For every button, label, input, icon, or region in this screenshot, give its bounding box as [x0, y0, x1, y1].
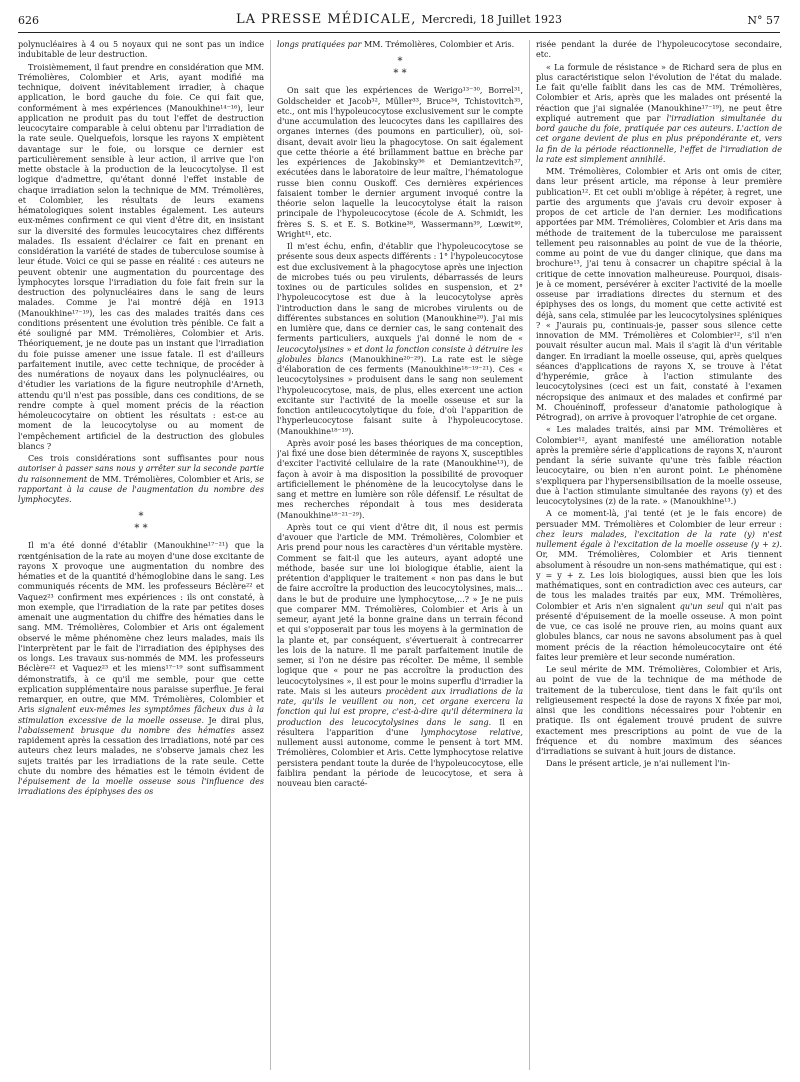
paragraph: Le seul mérite de MM. Trémolières, Colombier et Aris, au point de vue de la technique de ma méthode de traitement de la tuberculose, tient dans le fait qu'ils ont religieusement respecté la dose de rayons X fixée par moi, ainsi que les conditions nécessaires pour l'obtenir en pratique. Ils ont également trouvé prudent de suivre exactement mes prescriptions au point de vue de la fréquence et du nombre maximum des séances d'irradiations se suivant à huit jours de distance.: [536, 665, 782, 756]
journal-title-line: [18, 12, 780, 27]
paragraph: « Les malades traités, ainsi par MM. Trémolières et Colombier¹², ayant manifesté une amélioration notable après la première série d'applications de rayons X, n'auront pendant la série suivante qu'une très faible réaction leucocytaire, ou bien n'en auront point. Le phénomène s'expliquera par l'hypersensibilisation de la moelle osseuse, due à l'action stimulante simultanée des rayons (y) et des leucocytolysines (z) de la rate. » (Manoukhine¹³.): [536, 425, 782, 506]
italic-run: se rapportant à la cause de l'augmentation du nombre des lymphocytes.: [18, 474, 264, 504]
paragraph: [536, 509, 782, 663]
paragraph: risée pendant la durée de l'hypoleucocytose secondaire, etc.: [536, 40, 782, 60]
column-1: [18, 40, 264, 1070]
paragraph: Après avoir posé les bases théoriques de ma conception, j'ai fixé une dose bien déterminée de rayons X, susceptibles d'exciter l'activité cellulaire de la rate (Manoukhine¹³), de façon à avoir à ma disposition la possibilité de provoquer artificiellement le phénomène de la leucocytolyse dans le sang et mettre en lumière son rôle défensif. Le résultat de mes recherches répondait à tous mes desiderata (Manoukhine¹⁸⁻²¹⁻²⁹).: [277, 438, 523, 520]
paragraph: [277, 40, 523, 50]
italic-run: l'irradiation simultanée du bord gauche du foie, pratiquée par ces auteurs. L'action de cet organe devient de plus en plus prépondérante et, vers la fin de la période réactionnelle, l'effet de l'irradiation de la rate est simplement annihilé.: [536, 113, 782, 164]
italic-run: autoriser à passer sans nous y arrêter sur la seconde partie du raisonnement: [18, 464, 264, 484]
separator-stars-row: * *: [134, 523, 148, 535]
issue-date: Mercredi, 18 Juillet 1923: [421, 13, 562, 26]
text-run: assez rapidement après la cessation des irradiations, noté par ces auteurs chez leurs malades, ne s'observe jamais chez les sujets traités par les irradiations de la rate seule. Cette chute du nombre des hématies est le témoin évident de: [18, 725, 264, 776]
italic-run: signalent eux-mêmes les symptômes fâcheux dus à la stimulation excessive de la moelle osseuse.: [18, 705, 264, 725]
text-run: A ce moment-là, j'ai tenté (et je le fais encore) de persuader MM. Trémolières et Colombier de leur erreur :: [536, 509, 782, 529]
text-run: nullement aussi autonome, comme le pensent à tort MM. Trémolières, Colombier et Aris. Cette lymphocytose relative persistera pendant toute la durée de l'hypoleucocytose, elle faiblira pendant la période de leucocytose, et sera à nouveau bien caracté-: [277, 738, 523, 788]
italic-run: longs pratiquées par: [277, 40, 362, 49]
paragraph: Dans le présent article, je n'ai nullement l'in-: [546, 759, 731, 769]
italic-run: l'épuisement de la moelle osseuse sous l'influence des irradiations des épiphyses des os: [18, 777, 264, 797]
section-separator: [277, 56, 523, 80]
paragraph: polynucléaires à 4 ou 5 noyaux qui ne sont pas un indice indubitable de leur destruction.: [18, 40, 264, 60]
journal-name: LA PRESSE MÉDICALE,: [236, 12, 417, 27]
italic-run: l'abaissement brusque du nombre des hématies: [18, 725, 235, 735]
article-body: [18, 40, 782, 1070]
paragraph: [18, 454, 264, 505]
text-run: qui n'ait pas présenté d'épuisement de la moelle osseuse. A mon point de vue, ce cas isolé ne prouve rien, au moins quant aux globules blancs, car nous ne savons absolument pas à quel moment précis de la réaction hémoleucocytaire ont été faites leur première et leur seconde numération.: [536, 601, 782, 662]
italic-run: chez leurs malades, l'excitation de la rate (y) n'est nullement égale à l'excitation de la moelle osseuse (y + z).: [536, 529, 782, 549]
text-run: Il m'est échu, enfin, d'établir que l'hypoleucocytose se présente sous deux aspects différents : 1° l'hypoleucocytose est due exclusivement à la phagocytose après une injection de microbes tués ou peu virulents, débarrassés de leurs toxines ou de particules solides en suspension, et 2° l'hypoleucocytose est due à la leucocytolyse après l'introduction dans le sang de microbes virulents ou de différentes substances en solution (Manoukhine²⁰). J'ai mis en lumière que, dans ce dernier cas, le sang contenait des ferments particuliers, auxquels j'ai donné le nom de «: [277, 242, 523, 344]
paragraph: On sait que les expériences de Werigo¹³⁻³⁰, Borrel³¹, Goldscheider et Jacob³², Müller³³, Bruce³⁴, Tchistovitch³⁵, etc., ont mis l'hypoleucocytose exclusivement sur le compte d'une accumulation des leucocytes dans les capillaires des organes internes (des poumons en particulier), où, soi-disant, devait avoir lieu la phagocytose. On sait également que cette théorie a été brillamment battue en brèche par les expériences de Jakobinsky³⁶ et Demiantzevitch³⁷, exécutées dans le laboratoire de leur maître, l'hématologue russe bien connu Ouskoff. Ces dernières expériences faisaient tomber le dernier argument invoqué contre la théorie selon laquelle la leucocytolyse était la raison principale de l'hypoleucocytose (école de A. Schmidt, les frères S. S. et E. S. Botkine³⁸, Wassermann³⁹, Lœwit⁴⁰, Wright⁴¹, etc.: [277, 86, 523, 239]
italic-run: qu'un seul: [679, 601, 724, 611]
text-run: Il m'a été donné d'établir (Manoukhine¹⁷⁻²¹) que la rœntgénisation de la rate au moyen d'une dose excitante de rayons X provoque une augmentation du nombre des hématies et de la quantité d'hémoglobine dans le sang. Les communiqués récents de MM. les professeurs Béclère²² et Vaquez²³ confirment mes expériences : ils ont constaté, à mon exemple, que l'irradiation de la rate par petites doses amenait une augmentation du chiffre des hématies dans le sang. MM. Trémolières, Colombier et Aris ont également observé le même phénomène chez leurs malades, mais ils l'interprètent par le fait de l'irradiation des épiphyses des os longs. Les travaux sus-nommés de MM. les professeurs Béclère²² et Vaquez²³ et les miens¹⁷⁻¹⁹ sont suffisamment démonstratifs, à ce qu'il me semble, pour que cette explication supplémentaire nous paraisse superflue. Je ferai remarquer, en outre, que MM. Trémolières, Colombier et Aris: [18, 541, 264, 715]
text-run: Ces trois considérations sont suffisantes pour nous: [28, 454, 264, 463]
text-run: « La formule de résistance » de Richard sera de plus en plus caractéristique selon l'évolution de l'état du malade. Le fait qu'elle faiblit dans les cas de MM. Trémolières, Colombier et Aris, après que les malades ont présenté la réaction que j'ai signalée (Manoukhine¹⁷⁻¹⁹), ne peut être expliqué autrement que par: [536, 62, 782, 123]
text-run: Je dirai plus,: [204, 715, 264, 725]
page-header: [18, 12, 780, 33]
text-run: Après tout ce qui vient d'être dit, il nous est permis d'avouer que l'article de MM. Trémolières, Colombier et Aris prend pour nous les caractères d'un véritable mystère. Comment se fait-il que les auteurs, ayant adopté une méthode, basée sur une loi biologique établie, aient la prétention d'appliquer le traitement « non pas dans le but de faire accroître la production des leucocytolysines, mais... dans le but de produire une lymphocytose,...? » Je ne puis que comparer MM. Trémolières, Colombier et Aris à un semeur, ayant jeté la bonne graine dans un terrain fécond et qui s'opposerait par tous les moyens à la germination de la plante et, par conséquent, s'évertuerait à contrecarrer les lois de la nature. Il me paraît parfaitement inutile de semer, si l'on ne désire pas récolter. De même, il semble logique que « pour ne pas accroître la production des leucocytolysines », il est pour le moins superflu d'irradier la rate. Mais si les auteurs: [277, 522, 523, 696]
text-run: Or, MM. Trémolières, Colombier et Aris tiennent absolument à résoudre un non-sens mathématique, qui est : y = y + z. Les lois biologiques, aussi bien que les lois mathématiques, sont en contradiction avec ces auteurs, car de tous les malades traités par eux, MM. Trémolières, Colombier et Aris n'en signalent: [536, 550, 782, 611]
text-run: MM. Trémolières, Colombier et Aris.: [361, 40, 515, 49]
text-run: de MM. Trémolières, Colombier et Aris,: [87, 474, 256, 484]
italic-run: leucocytolysines: [277, 344, 344, 354]
paragraph: Troisièmement, il faut prendre en considération que MM. Trémolières, Colombier et Aris, ayant modifié ma technique, doivent inévitablement irradier, à chaque application, le bord gauche du foie. Ce qui fait que, conformément à mes expériences (Manoukhine¹⁴⁻¹⁶), leur application ne produit pas du tout l'effet de destruction leucocytaire comparable à celui obtenu par l'irradiation de la rate seule. Quelquefois, lorsque les rayons X empiètent davantage sur le foie, ou lorsque ce dernier est particulièrement sensible à leur action, il arrive que l'on mette obstacle à la production de la leucocytolyse. Il est logique d'admettre, qu'étant donné l'effet instable de chaque irradiation selon la technique de MM. Trémolières, et Colombier, les résultats de leurs examens hématologiques soient instables également. Les auteurs eux-mêmes confirment ce qui vient d'être dit, en insistant sur la diversité des formules leucocytaires chez différents malades. Ils essaient d'éclairer ce fait en prenant en considération la variété de stades de tuberculose soumise à leur étude. Voici ce qui se passe en réalité : ces auteurs ne peuvent obtenir une augmentation du pourcentage des lymphocytes lorsque l'irradiation du foie fait frein sur la destruction des polynucléaires dans le sang de leurs malades. Comme je l'ai montré déjà en 1913 (Manoukhine¹⁷⁻¹⁹), les cas des malades traités dans ces conditions présentent une évolution très pénible. Ce fait a été souligné par MM. Trémolières, Colombier et Aris. Théoriquement, je ne doute pas un instant que l'irradiation du foie puisse amener une issue fatale. Il est d'ailleurs parfaitement inutile, avec cette technique, de procéder à des numérations de noyaux dans les polynucléaires, ou d'étudier les variations de la figure neutrophile d'Arneth, attendu qu'il n'est pas possible, dans ces conditions, de se rendre compte à quel moment précis de la réaction hémoleucocytaire on obtient les résultats : est-ce au moment de la leucocytolyse ou au moment de l'empêchement artificiel de la destruction des globules blancs ?: [18, 62, 264, 451]
italic-run: lymphocytose relative,: [420, 727, 523, 737]
italic-run: et dont la fonction consiste à détruire les globules blancs: [277, 344, 523, 364]
text-run: (Manoukhine²⁰⁻²⁹). La rate est le siège d'élaboration de ces ferments (Manoukhine¹⁸⁻¹⁹⁻²¹). Ces « leucocytolysines » produisent dans le sang non seulement l'hypoleucocytose, mais, de plus, elles exercent une action excitante sur l'activité de la moelle osseuse et sur la fonction antileucocytolytique du foie, d'où l'apparition de l'hyperleucocytose faisant suite à l'hypoleucocytose. (Manoukhine¹⁸⁻¹⁹).: [277, 354, 523, 436]
separator-star: *: [138, 511, 144, 523]
paragraph: [18, 541, 264, 797]
text-run: Il en résultera l'apparition d'une: [277, 717, 523, 737]
column-3: [536, 40, 782, 1070]
separator-stars-row: * *: [393, 68, 407, 80]
italic-run: procèdent aux irradiations de la rate, qu'ils le veuillent ou non, cet organe exercera la fonction qui lui est propre, c'est-à-dire qu'il déterminera la production des leucocytolysines dans le sang.: [277, 686, 523, 727]
column-2: [277, 40, 523, 1070]
section-separator: [18, 511, 264, 535]
separator-star: *: [397, 56, 403, 68]
paragraph: [277, 523, 523, 790]
paragraph: [277, 242, 523, 437]
paragraph: MM. Trémolières, Colombier et Aris ont omis de citer, dans leur présent article, ma réponse à leur première publication¹². Et cet oubli m'oblige à répéter, à regret, une partie des arguments que j'avais cru devoir exposer à propos de cet article de l'an dernier. Les modifications apportées par MM. Trémolières, Colombier et Aris dans ma méthode de traitement de la tuberculose me paraissent tellement peu raisonnables au point de vue de la théorie, comme au point de vue du danger clinique, que dans ma brochure¹³, j'ai tenu à consacrer un chapitre spécial à la critique de cette innovation malheureuse. Pourquoi, disais-je à ce moment, persévérer à exciter l'activité de la moelle osseuse par irradiations directes du sternum et des épiphyses des os longs, du moment que cette activité est déjà, sans cela, stimulée par les leucocytolysines spléniques ? « J'aurais pu, continuais-je, passer sous silence cette innovation de MM. Trémolières et Colombier¹², s'il n'en pouvait résulter aucun mal. Mais il s'agit là d'un véritable danger. En irradiant la moelle osseuse, qui, après quelques séances d'applications de rayons X, se trouve à l'état d'hyperémie, grâce à l'action stimulante des leucocytolysines (ceci est un fait, constaté à l'examen nécropsique des animaux et des malades et confirmé par M. Chouéninoff, professeur d'anatomie pathologique à Pétrograd), on arrive à provoquer l'atrophie de cet organe.: [536, 167, 782, 422]
paragraph: [536, 63, 782, 166]
issue-number: N° 57: [747, 14, 780, 27]
text-run: »: [343, 344, 355, 354]
page-number: 626: [18, 14, 39, 27]
